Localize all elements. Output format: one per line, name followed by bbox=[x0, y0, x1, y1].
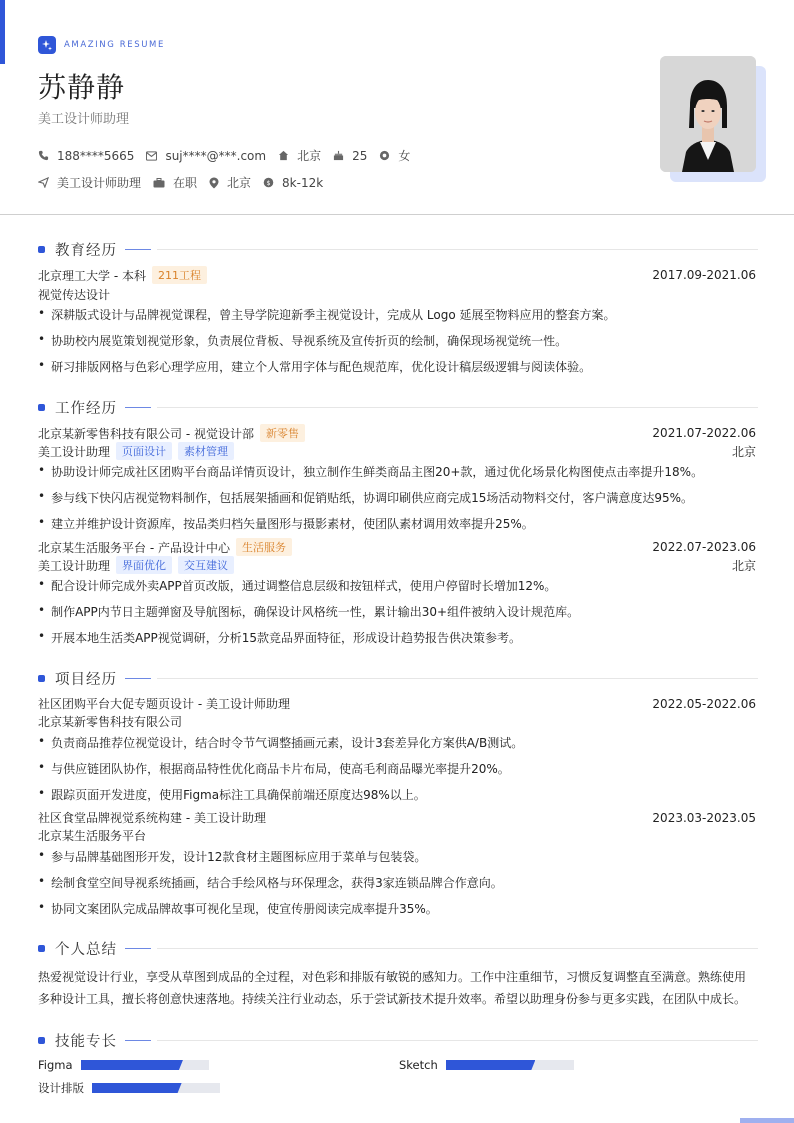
list-item: • 研习排版网格与色彩心理学应用，建立个人常用字体与配色规范库，优化设计稿层级逻辑与阅读体验。 bbox=[38, 358, 592, 374]
project-entry-2 bbox=[38, 809, 756, 826]
list-item: • 协同文案团队完成品牌故事可视化呈现，使宣传册阅读完成率提升35%。 bbox=[38, 900, 438, 916]
phone-item: 188****5665 bbox=[38, 149, 134, 163]
section-summary bbox=[38, 938, 758, 959]
skill-bar bbox=[92, 1083, 220, 1093]
list-item: • 制作APP内节日主题弹窗及导航图标，确保设计风格统一性，累计输出30+组件被纳入设计规范库。 bbox=[38, 603, 580, 619]
skill-tag: 素材管理 bbox=[178, 442, 234, 460]
list-item: • 跟踪页面开发进度，使用Figma标注工具确保前端还原度达98%以上。 bbox=[38, 786, 426, 802]
brand-text: AMAZING RESUME bbox=[64, 40, 165, 50]
candidate-name: 苏静静 bbox=[38, 71, 126, 104]
list-item: • 协助校内展览策划视觉形象，负责展位背板、导视系统及宣传折页的绘制，确保现场视觉统一性。 bbox=[38, 332, 568, 348]
school-tag: 211工程 bbox=[152, 266, 207, 284]
cake-icon bbox=[333, 150, 344, 161]
bottom-accent-bar bbox=[740, 1118, 794, 1123]
skill-figma bbox=[38, 1058, 209, 1072]
contact-row-2 bbox=[38, 174, 335, 191]
section-education bbox=[38, 239, 758, 260]
summary-text: 热爱视觉设计行业，享受从草图到成品的全过程，对色彩和排版有敏锐的感知力。工作中注重细节，习惯反复调整直至满意。熟练使用多种设计工具，擅长将创意快速落地。持续关注行业动态，乐于尝试新技术提升效率。希望以助理身份参与更多实践，在团队中成长。 bbox=[38, 970, 747, 1006]
industry-tag: 生活服务 bbox=[236, 538, 292, 556]
skill-tag: 页面设计 bbox=[116, 442, 172, 460]
list-item: • 与供应链团队协作，根据商品特性优化商品卡片布局，使高毛利商品曝光率提升20%。 bbox=[38, 760, 510, 776]
email-item: suj****@***.com bbox=[146, 149, 266, 163]
work-entry-2 bbox=[38, 538, 756, 556]
list-item: • 参与品牌基础图形开发，设计12款食材主题图标应用于菜单与包装袋。 bbox=[38, 848, 427, 864]
target-city-item: 北京 bbox=[209, 174, 251, 191]
section-title: 项目经历 bbox=[55, 672, 117, 688]
list-item: • 开展本地生活类APP视觉调研，分析15款竞品界面特征，形成设计趋势报告供决策参考。 bbox=[38, 629, 522, 645]
salary-item: $ 8k-12k bbox=[263, 176, 323, 190]
industry-tag: 新零售 bbox=[260, 424, 305, 442]
section-title: 教育经历 bbox=[55, 243, 117, 259]
project-title: 社区团购平台大促专题页设计 - 美工设计师助理 bbox=[38, 697, 290, 711]
svg-text:$: $ bbox=[266, 178, 271, 187]
job-role: 美工设计助理 bbox=[38, 444, 111, 459]
list-item: • 建立并维护设计资源库，按品类归档矢量图形与摄影素材，使团队素材调用效率提升25%。 bbox=[38, 515, 534, 531]
list-item: • 绘制食堂空间导视系统插画，结合手绘风格与环保理念，获得3家连锁品牌合作意向。 bbox=[38, 874, 503, 890]
work-city: 北京 bbox=[731, 444, 756, 459]
phone-icon bbox=[38, 150, 49, 161]
send-icon bbox=[38, 177, 49, 188]
work-city: 北京 bbox=[731, 558, 756, 573]
section-skills bbox=[38, 1030, 758, 1051]
education-entry bbox=[38, 266, 756, 284]
section-title: 技能专长 bbox=[55, 1034, 117, 1050]
date-range: 2022.07-2023.06 bbox=[652, 540, 756, 554]
age-item: 25 bbox=[333, 149, 367, 163]
project-entry-1 bbox=[38, 695, 756, 712]
home-icon bbox=[278, 150, 289, 161]
company-name: 北京某生活服务平台 - 产品设计中心 bbox=[38, 540, 230, 555]
gender-icon bbox=[379, 150, 390, 161]
date-range: 2017.09-2021.06 bbox=[652, 268, 756, 282]
list-item: • 负责商品推荐位视觉设计，结合时令节气调整插画元素，设计3套差异化方案供A/B测试。 bbox=[38, 734, 524, 750]
left-accent-bar bbox=[0, 0, 5, 64]
contact-row-1 bbox=[38, 147, 422, 164]
school-name: 北京理工大学 - 本科 bbox=[38, 268, 146, 283]
work-role-row-2 bbox=[38, 556, 756, 574]
project-company: 北京某生活服务平台 bbox=[38, 829, 147, 843]
project-title: 社区食堂品牌视觉系统构建 - 美工设计助理 bbox=[38, 811, 266, 825]
gender-item: 女 bbox=[379, 147, 410, 164]
list-item: • 协助设计师完成社区团购平台商品详情页设计，独立制作生鲜类商品主图20+款，通过优化场景化构图使点击率提升18%。 bbox=[38, 463, 704, 479]
company-name: 北京某新零售科技有限公司 - 视觉设计部 bbox=[38, 426, 254, 441]
status-item: 在职 bbox=[153, 174, 197, 191]
briefcase-icon bbox=[153, 178, 165, 188]
candidate-title: 美工设计师助理 bbox=[38, 112, 130, 127]
section-project bbox=[38, 668, 758, 689]
project-company: 北京某新零售科技有限公司 bbox=[38, 715, 183, 729]
header-divider bbox=[0, 214, 794, 215]
avatar bbox=[660, 56, 756, 172]
resume-header bbox=[38, 36, 758, 190]
skill-sketch bbox=[399, 1058, 574, 1072]
profile-photo bbox=[660, 56, 756, 172]
work-role-row-1 bbox=[38, 442, 756, 460]
location-pin-icon bbox=[209, 177, 219, 189]
skill-name: Sketch bbox=[399, 1058, 438, 1072]
mail-icon bbox=[146, 151, 157, 161]
money-icon bbox=[263, 177, 274, 188]
date-range: 2021.07-2022.06 bbox=[652, 426, 756, 440]
section-work bbox=[38, 397, 758, 418]
skill-bar bbox=[81, 1060, 209, 1070]
date-range: 2023.03-2023.05 bbox=[652, 810, 756, 825]
list-item: • 配合设计师完成外卖APP首页改版，通过调整信息层级和按钮样式，使用户停留时长增加12%。 bbox=[38, 577, 557, 593]
section-title: 工作经历 bbox=[55, 401, 117, 417]
job-role: 美工设计助理 bbox=[38, 558, 111, 573]
list-item: • 参与线下快闪店视觉物料制作，包括展架插画和促销贴纸，协调印刷供应商完成15场活动物料交付，客户满意度达95%。 bbox=[38, 489, 694, 505]
skill-name: 设计排版 bbox=[38, 1081, 84, 1095]
sparkle-icon bbox=[38, 36, 56, 54]
target-position-item: 美工设计师助理 bbox=[38, 174, 141, 191]
work-entry-1 bbox=[38, 424, 756, 442]
major: 视觉传达设计 bbox=[38, 288, 111, 302]
brand bbox=[38, 36, 758, 54]
city-item: 北京 bbox=[278, 147, 321, 164]
skill-tag: 界面优化 bbox=[116, 556, 172, 574]
list-item: • 深耕版式设计与品牌视觉课程，曾主导学院迎新季主视觉设计，完成从 Logo 延展至物料应用的整套方案。 bbox=[38, 306, 616, 322]
skill-tag: 交互建议 bbox=[178, 556, 234, 574]
skill-name: Figma bbox=[38, 1058, 73, 1072]
date-range: 2022.05-2022.06 bbox=[652, 696, 756, 711]
skill-bar bbox=[446, 1060, 574, 1070]
skill-layout bbox=[38, 1080, 220, 1096]
section-title: 个人总结 bbox=[55, 942, 117, 958]
